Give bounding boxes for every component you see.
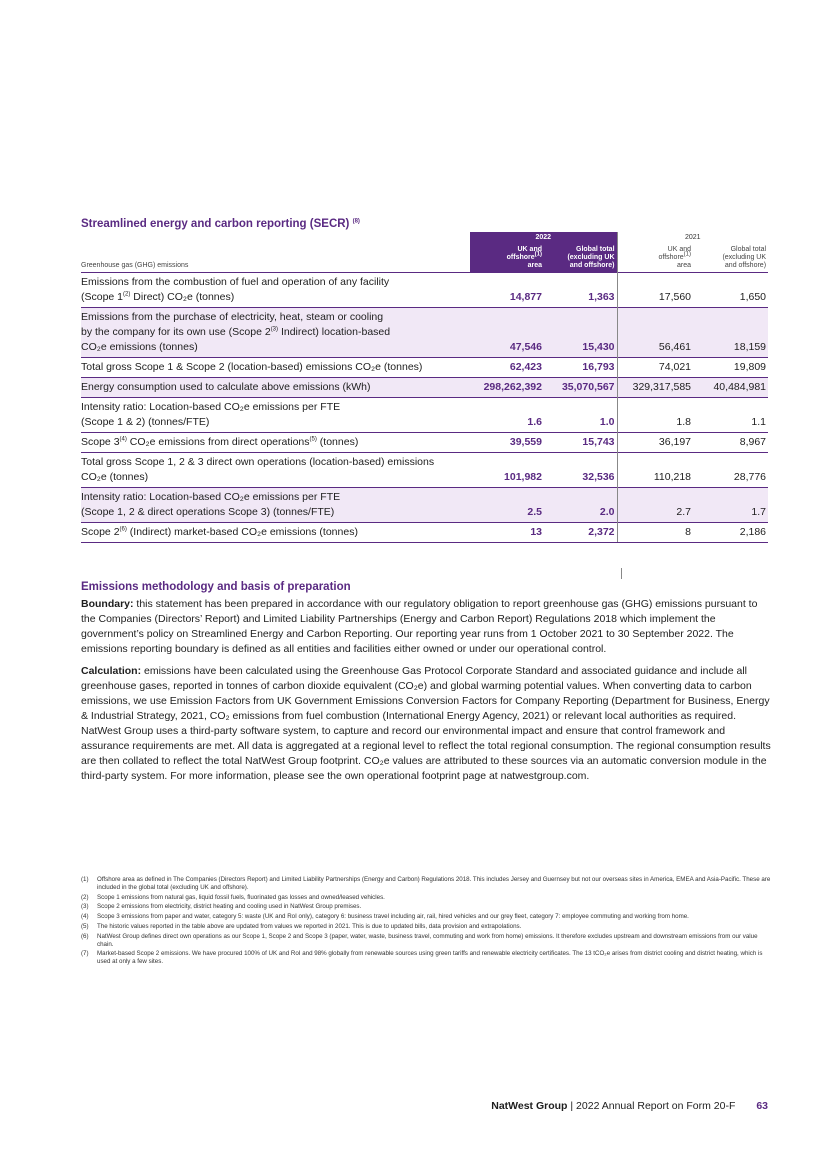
cell-global-2022: 16,793 xyxy=(544,358,617,378)
year-2021-header: 2021 xyxy=(617,232,768,243)
table-row xyxy=(81,378,768,398)
year-2022-header: 2022 xyxy=(470,232,617,243)
page-footer xyxy=(300,1100,768,1112)
cell-global-2022: 15,743 xyxy=(544,433,617,453)
cell-global-2022: 2.0 xyxy=(544,488,617,523)
footnote-number: (3) xyxy=(81,903,89,911)
row-header-label: Greenhouse gas (GHG) emissions xyxy=(81,262,189,269)
footnote-text: The historic values reported in the table above are updated from values we reported in 2021. This is due to updated bills, data provision and extrapolations. xyxy=(97,922,522,930)
cell-global-2021: 40,484,981 xyxy=(693,378,768,398)
col-uk-2022: UK and offshore$^{(1)}$ area xyxy=(470,243,544,273)
table-row xyxy=(81,453,768,488)
cell-uk-2022: 13 xyxy=(470,523,544,543)
table-row xyxy=(81,358,768,378)
cell-global-2022: 35,070,567 xyxy=(544,378,617,398)
cell-uk-2021: 17,560 xyxy=(617,273,693,308)
footnote xyxy=(81,876,771,892)
footnote-number: (7) xyxy=(81,950,89,958)
cell-global-2022: 1,363 xyxy=(544,273,617,308)
footnote-number: (6) xyxy=(81,932,89,940)
cell-uk-2021: 74,021 xyxy=(617,358,693,378)
col-uk-2021: UK and offshore$^{(1)}$ area xyxy=(617,243,693,273)
cell-uk-2021: 36,197 xyxy=(617,433,693,453)
cell-global-2021: 2,186 xyxy=(693,523,768,543)
boundary-paragraph: Boundary: this statement has been prepared in accordance with our regulatory obligation to report greenhouse gas (GHG) emissions pursuant to the Companies (Directors’ Report) and Limited Liability Partnerships (Energy and Carbon Report) Regulations 2018 which implement the government’s policy on Streamlined Energy and Carbon Reporting. Our reporting year runs from 1 October 2021 to 30 September 2022. The emissions reporting boundary is defined as all entities and facilities either owned or under our operational control. xyxy=(81,598,758,655)
footnote-number: (2) xyxy=(81,893,89,901)
table-row xyxy=(81,273,768,308)
cell-uk-2022: 62,423 xyxy=(470,358,544,378)
col-global-2021: Global total (excluding UK and offshore) xyxy=(722,246,767,269)
row-label: Emissions from the purchase of electricity, heat, steam or cooling by the company for its own use (Scope 2$^{(3)}$ Indirect) location-based CO₂e emissions (tonnes) xyxy=(81,308,470,358)
cell-uk-2021: 56,461 xyxy=(617,308,693,358)
methodology-section xyxy=(81,580,771,791)
cell-uk-2022: 101,982 xyxy=(470,453,544,488)
footnotes xyxy=(81,876,771,968)
cell-uk-2021: 329,317,585 xyxy=(617,378,693,398)
cell-uk-2021: 2.7 xyxy=(617,488,693,523)
footnote xyxy=(81,933,771,949)
cell-global-2022: 32,536 xyxy=(544,453,617,488)
table-row xyxy=(81,308,768,358)
footer-brand: NatWest Group xyxy=(491,1100,568,1112)
page-number: 63 xyxy=(756,1100,768,1112)
cell-global-2022: 2,372 xyxy=(544,523,617,543)
cell-global-2021: 18,159 xyxy=(693,308,768,358)
section-title: Streamlined energy and carbon reporting (SECR) $^{(8)}$ xyxy=(81,218,360,230)
cell-uk-2021: 8 xyxy=(617,523,693,543)
footnote xyxy=(81,913,771,921)
footnote-text: Offshore area as defined in The Companies (Directors Report) and Limited Liability Partnerships (Energy and Carbon) Regulations 2018. This includes Jersey and Guernsey but not our overseas sites in America, EMEA and Asia-Pacific. These are included in the global total (excluding UK and offshore). xyxy=(97,876,771,891)
cell-global-2021: 8,967 xyxy=(693,433,768,453)
footnote xyxy=(81,950,771,966)
footnote-text: Scope 3 emissions from paper and water, category 5: waste (UK and RoI only), category 6: business travel including air, rail, hired vehicles and our grey fleet, category 7: employee commuting and working from home. xyxy=(97,913,689,921)
footnote-text: Scope 2 emissions from electricity, district heating and cooling used in NatWest Group premises. xyxy=(97,903,362,911)
row-label: Energy consumption used to calculate above emissions (kWh) xyxy=(81,378,470,398)
row-label: Total gross Scope 1 & Scope 2 (location-based) emissions CO₂e (tonnes) xyxy=(81,358,470,378)
table-row xyxy=(81,523,768,543)
cell-uk-2022: 14,877 xyxy=(470,273,544,308)
cell-uk-2021: 1.8 xyxy=(617,398,693,433)
footnote-number: (4) xyxy=(81,913,89,921)
row-label: Total gross Scope 1, 2 & 3 direct own operations (location-based) emissions CO₂e (tonnes) xyxy=(81,453,470,488)
cell-global-2022: 1.0 xyxy=(544,398,617,433)
cell-global-2021: 1.1 xyxy=(693,398,768,433)
footnote xyxy=(81,923,771,931)
cell-global-2021: 1,650 xyxy=(693,273,768,308)
cell-uk-2022: 2.5 xyxy=(470,488,544,523)
row-label: Scope 3$^{(4)}$ CO₂e emissions from direct operations$^{(5)}$ (tonnes) xyxy=(81,433,470,453)
cell-uk-2021: 110,218 xyxy=(617,453,693,488)
footnote xyxy=(81,894,771,902)
table-row xyxy=(81,398,768,433)
row-label: Emissions from the combustion of fuel and operation of any facility (Scope 1$^{(2)}$ Direct) CO₂e (tonnes) xyxy=(81,273,470,308)
footnote-text: Scope 1 emissions from natural gas, liquid fossil fuels, fluorinated gas losses and owned/leased vehicles. xyxy=(97,893,385,901)
table-row xyxy=(81,488,768,523)
footnote-text: Market-based Scope 2 emissions. We have procured 100% of UK and RoI and 98% globally from renewable sources using green tariffs and renewable electricity certificates. The 13 tCO₂e arises from district cooling and district heating, which is used at only a few sites. xyxy=(97,950,763,966)
row-label: Scope 2$^{(6)}$ (Indirect) market-based CO₂e emissions (tonnes) xyxy=(81,523,470,543)
cell-global-2021: 28,776 xyxy=(693,453,768,488)
cell-global-2021: 19,809 xyxy=(693,358,768,378)
footer-separator: | xyxy=(570,1100,574,1112)
row-label: Intensity ratio: Location-based CO₂e emissions per FTE (Scope 1, 2 & direct operations Scope 3) (tonnes/FTE) xyxy=(81,488,470,523)
footnote xyxy=(81,903,771,911)
col-global-2022: Global total (excluding UK and offshore) xyxy=(544,243,617,273)
calculation-paragraph: Calculation: emissions have been calculated using the Greenhouse Gas Protocol Corporate Standard and associated guidance and include all greenhouse gases, reported in tonnes of carbon dioxide equivalent (CO₂e) and global warming potential values. When converting data to carbon emissions, we use Emission Factors from UK Government Emissions Conversion Factors for Company Reporting (Department for Business, Energy & Industrial Strategy, 2021, CO₂ emissions from fuel combustion (International Energy Agency, 2021) or relevant local authorities as required. NatWest Group uses a third-party software system, to capture and record our environmental impact and ensure that control framework and assurance requirements are met. All data is aggregated at a regional level to reflect the total regional consumption. The regional consumption results are then collated to reflect the total NatWest Group footprint. CO₂e values are attributed to these sources via an automatic conversion module in the third-party system. For more information, please see the own operational footprint page at natwestgroup.com. xyxy=(81,665,771,782)
footnote-text: NatWest Group defines direct own operations as our Scope 1, Scope 2 and Scope 3 (paper, water, waste, business travel, commuting and work from home) emissions. It therefore excludes upstream and downstream emissions from our value chain. xyxy=(97,932,758,948)
methodology-heading: Emissions methodology and basis of preparation xyxy=(81,581,351,593)
cell-global-2022: 15,430 xyxy=(544,308,617,358)
cell-global-2021: 1.7 xyxy=(693,488,768,523)
footer-report: 2022 Annual Report on Form 20-F xyxy=(576,1100,736,1112)
footnote-number: (1) xyxy=(81,876,89,883)
secr-table xyxy=(81,232,768,543)
row-label: Intensity ratio: Location-based CO₂e emissions per FTE (Scope 1 & 2) (tonnes/FTE) xyxy=(81,398,470,433)
cell-uk-2022: 1.6 xyxy=(470,398,544,433)
footnote-number: (5) xyxy=(81,922,89,930)
cell-uk-2022: 39,559 xyxy=(470,433,544,453)
cell-uk-2022: 47,546 xyxy=(470,308,544,358)
table-row xyxy=(81,433,768,453)
cell-uk-2022: 298,262,392 xyxy=(470,378,544,398)
column-divider xyxy=(621,568,622,579)
